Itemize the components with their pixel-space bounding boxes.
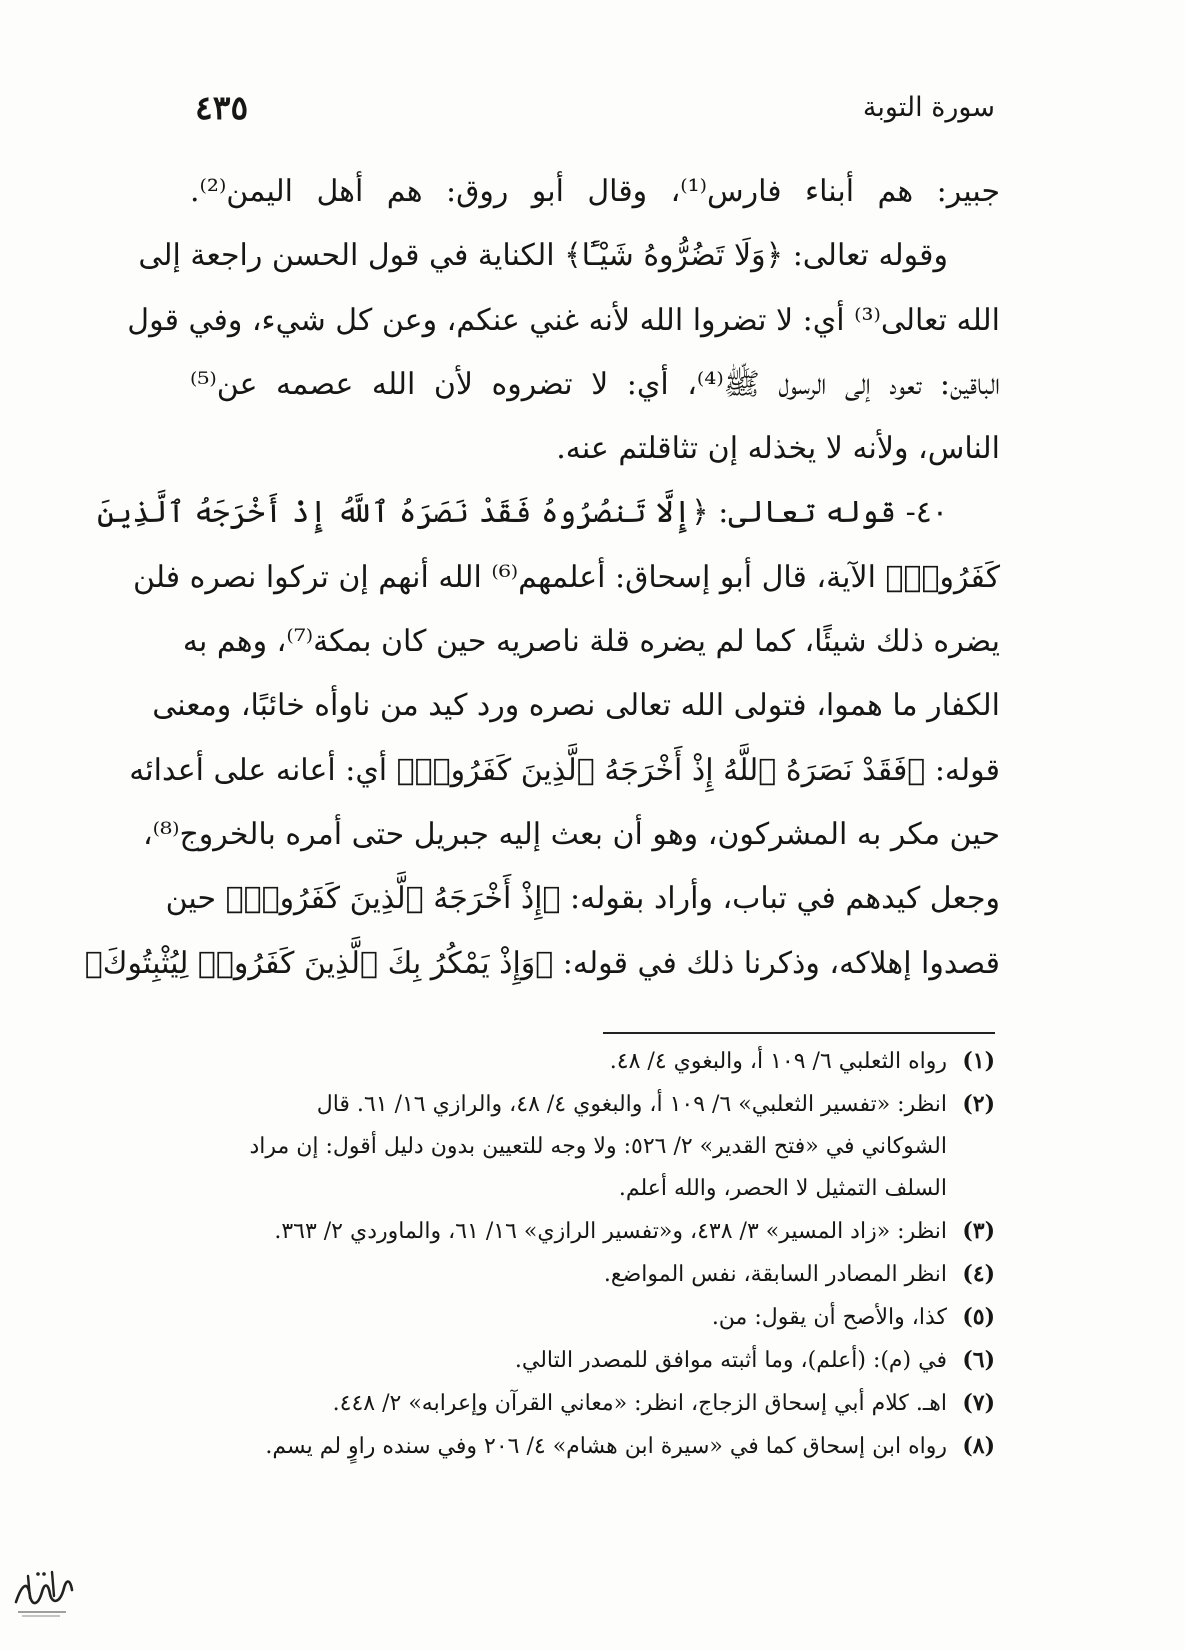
- text-line: الناس، ولأنه لا يخذله إن تثاقلتم عنه.: [556, 431, 1000, 467]
- footnote: [160, 1083, 995, 1126]
- footnote-number: (٥): [962, 1304, 995, 1330]
- footnote-number: (٧): [962, 1390, 995, 1416]
- text-line: الله تعالى⁽³⁾ أي: لا تضروا الله لأنه غني عنكم، وعن كل شيء، وفي قول: [127, 302, 1000, 338]
- text-line: كَفَرُوا۟﴾ الآية، قال أبو إسحاق: أعلمهم⁽⁶⁾ الله أنهم إن تركوا نصره فلن: [133, 559, 1000, 595]
- footnote-number: (٦): [962, 1347, 995, 1373]
- text-line: قصدوا إهلاكه، وذكرنا ذلك في قوله: ﴿وَإِذْ يَمْكُرُ بِكَ ٱلَّذِينَ كَفَرُوا۟ لِيُثْبِتُوكَ﴾: [84, 945, 1000, 981]
- text-line: يضره ذلك شيئًا، كما لم يضره قلة ناصريه حين كان بمكة⁽⁷⁾، وهم به: [182, 624, 1000, 660]
- footnote-number: (٨): [962, 1433, 995, 1459]
- text-line: قوله: ﴿فَقَدْ نَصَرَهُ ٱللَّهُ إِذْ أَخْرَجَهُ ٱلَّذِينَ كَفَرُوا۟﴾ أي: أعانه على أعدائه: [129, 752, 1000, 788]
- footnote-number: (٢): [962, 1091, 995, 1117]
- footnote: [160, 1210, 995, 1253]
- footnote-text: انظر: «زاد المسير» ٣/ ٤٣٨، و«تفسير الرازي» ١٦/ ٦١، والماوردي ٢/ ٣٦٣.: [274, 1219, 947, 1244]
- footnote-text: السلف التمثيل لا الحصر، والله أعلم.: [618, 1176, 947, 1201]
- footnote-text: الشوكاني في «فتح القدير» ٢/ ٥٢٦: ولا وجه للتعيين بدون دليل أقول: إن مراد: [249, 1134, 947, 1159]
- footnote: [160, 1253, 995, 1296]
- footnote: [160, 1382, 995, 1425]
- text-line: ٤٠- قوله تعالى: ﴿إِلَّا تَنصُرُوهُ فَقَدْ نَصَرَهُ ٱللَّهُ إِذْ أَخْرَجَهُ ٱلَّذِينَ: [97, 495, 948, 531]
- footnote-text: في (م): (أعلم)، وما أثبته موافق للمصدر التالي.: [514, 1348, 947, 1373]
- footnote: [160, 1425, 995, 1468]
- text-line: وقوله تعالى: ﴿وَلَا تَضُرُّوهُ شَيْـًٔا﴾ الكناية في قول الحسن راجعة إلى: [138, 238, 948, 274]
- page-number: ٤٣٥: [195, 87, 249, 127]
- footnote-number: (٣): [962, 1218, 995, 1244]
- footnote-continuation: [160, 1126, 995, 1168]
- footnote-number: (١): [962, 1048, 995, 1074]
- publisher-logo: [8, 1562, 76, 1622]
- footnote: [160, 1339, 995, 1382]
- page-header: [195, 82, 995, 132]
- footnote-text: انظر: «تفسير الثعلبي» ٦/ ١٠٩ أ، والبغوي ٤/ ٤٨، والرازي ١٦/ ٦١. قال: [316, 1092, 947, 1117]
- footnote: [160, 1296, 995, 1339]
- calligraphy-logo-icon: [8, 1562, 76, 1622]
- footnotes: [160, 1040, 995, 1468]
- text-line: وجعل كيدهم في تباب، وأراد بقوله: ﴿إِذْ أَخْرَجَهُ ٱلَّذِينَ كَفَرُوا۟﴾ حين: [165, 881, 1000, 917]
- footnote-number: (٤): [962, 1261, 995, 1287]
- footnote-text: اهـ. كلام أبي إسحاق الزجاج، انظر: «معاني القرآن وإعرابه» ٢/ ٤٤٨.: [332, 1391, 947, 1416]
- text-line: الكفار ما هموا، فتولى الله تعالى نصره ورد كيد من ناوأه خائبًا، ومعنى: [152, 688, 1000, 724]
- footnote-text: كذا، والأصح أن يقول: من.: [711, 1305, 947, 1330]
- text-line: جبير: هم أبناء فارس⁽¹⁾، وقال أبو روق: هم أهل اليمن⁽²⁾.: [190, 174, 1000, 209]
- footnote-text: رواه الثعلبي ٦/ ١٠٩ أ، والبغوي ٤/ ٤٨.: [609, 1049, 947, 1074]
- text-line: الباقين: تعود إلى الرسول ﷺ⁽⁴⁾، أي: لا تضروه لأن الله عصمه عن⁽⁵⁾: [190, 366, 1000, 402]
- footnote-continuation: [160, 1168, 995, 1210]
- text-line: حين مكر به المشركون، وهو أن بعث إليه جبريل حتى أمره بالخروج⁽⁸⁾،: [142, 816, 1000, 852]
- footnote: [160, 1040, 995, 1083]
- surah-title: سورة التوبة: [862, 91, 995, 123]
- main-text: [84, 160, 1000, 996]
- footnote-text: انظر المصادر السابقة، نفس المواضع.: [603, 1262, 947, 1287]
- footnote-divider: [603, 1032, 995, 1034]
- footnote-text: رواه ابن إسحاق كما في «سيرة ابن هشام» ٤/ ٢٠٦ وفي سنده راوٍ لم يسم.: [265, 1434, 947, 1459]
